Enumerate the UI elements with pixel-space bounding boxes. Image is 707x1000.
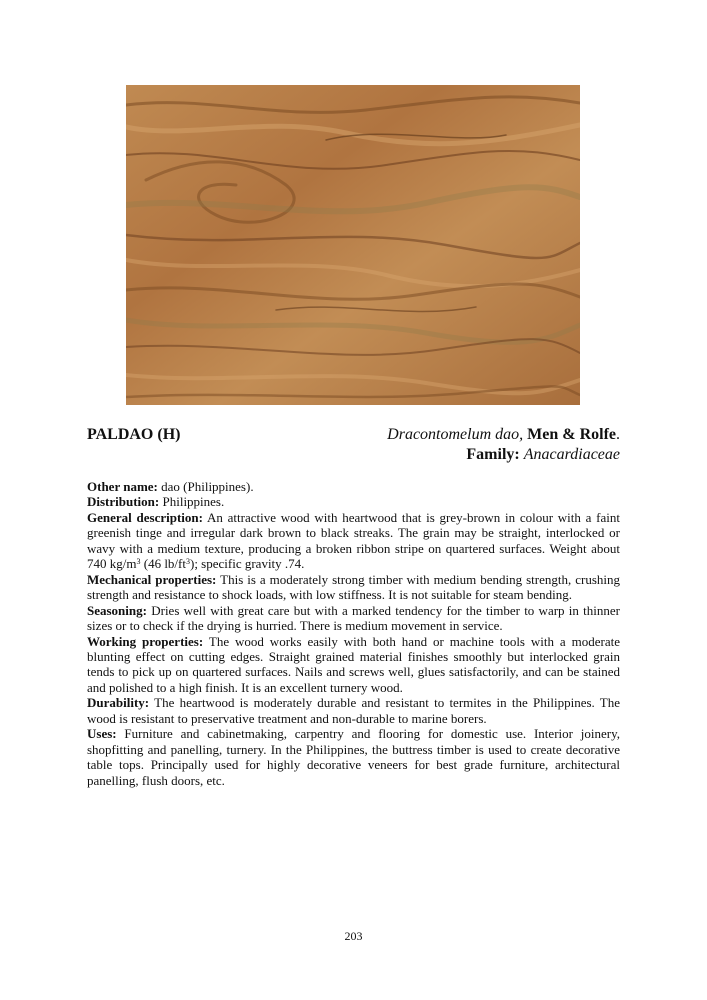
superscript-3: 3 [185, 557, 190, 567]
seasoning-text: Dries well with great care but with a marked tendency for the timber to warp in thinner sizes or to check if the drying is hurried. There is medium movement in service. [87, 602, 620, 634]
distribution-text: Philippines. [159, 494, 225, 510]
superscript-3: 3 [136, 557, 141, 567]
durability-label: Durability: [87, 695, 150, 711]
description-body [87, 479, 620, 788]
other-name-paragraph [87, 479, 620, 494]
durability-text: The heartwood is moderately durable and resistant to termites in the Philippines. The wood is resistant to preservative treatment and non-durable to marine borers. [87, 695, 620, 726]
seasoning-paragraph [87, 603, 620, 634]
family-name: Anacardiaceae [523, 446, 620, 463]
seasoning-label: Seasoning: [87, 602, 147, 618]
family-label: Family: [466, 446, 520, 463]
scientific-name: Dracontomelum dao, [387, 426, 524, 443]
mechanical-properties-paragraph [87, 572, 620, 603]
working-properties-text: The wood works easily with both hand or machine tools with a moderate blunting effect on cutting edges. Straight grained material finishes smoothly but interlocked grain tends to pick up on quartered surfaces. Nails and screws well, glues satisfactorily, and can be stained and polished to a high finish. It is an excellent turnery wood. [87, 633, 620, 695]
page-number: 203 [344, 929, 363, 943]
wood-grain-graphic [126, 85, 580, 405]
authority-period: . [616, 426, 620, 443]
wood-sample-image [126, 85, 580, 405]
durability-paragraph [87, 695, 620, 726]
distribution-label: Distribution: [87, 494, 160, 510]
other-name-text: dao (Philippines). [157, 479, 254, 494]
general-description-text-1: An attractive wood with heartwood that is grey-brown in colour with a faint greenish tinge and irregular dark brown to black streaks. The grain may be straight, interlocked or wavy with a medium texture, producing a broken ribbon stripe on quartered surfaces. Weight about 740 kg/m [87, 509, 620, 572]
authority: Men & Rolfe [527, 426, 616, 443]
general-description-text-3: ); specific gravity .74. [189, 556, 305, 572]
other-name-label: Other name: [87, 479, 158, 494]
working-properties-paragraph [87, 634, 620, 696]
species-title: PALDAO (H) [87, 426, 181, 443]
general-description-label: General description: [87, 509, 203, 525]
working-properties-label: Working properties: [87, 633, 204, 649]
general-description-text-2: (46 lb/ft [140, 556, 186, 572]
distribution-paragraph [87, 494, 620, 509]
uses-text: Furniture and cabinetmaking, carpentry and flooring for domestic use. Interior joinery, shopfitting and panelling, turnery. In the Philippines, the buttress timber is used to create decorative table tops. Principally used for highly decorative veneers for best grade furniture, architectural panelling, flush doors, etc. [87, 726, 620, 788]
family-line [466, 445, 620, 465]
uses-label: Uses: [87, 726, 117, 742]
general-description-paragraph [87, 510, 620, 572]
uses-paragraph [87, 726, 620, 788]
mechanical-properties-label: Mechanical properties: [87, 571, 217, 587]
scientific-name-line [387, 425, 620, 445]
mechanical-properties-text: This is a moderately strong timber with medium bending strength, crushing strength and resistance to shock loads, with low stiffness. It is not suitable for steam bending. [87, 571, 620, 603]
